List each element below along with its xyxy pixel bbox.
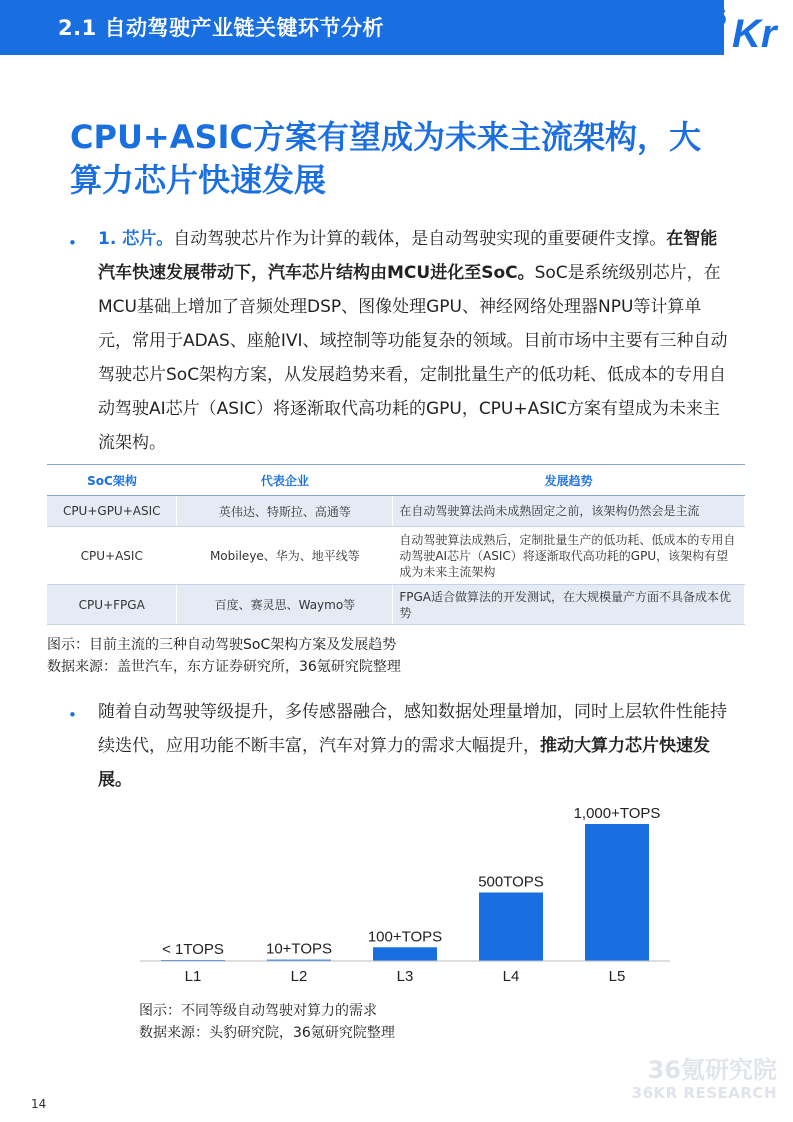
data-label: 500TOPS [478, 873, 544, 891]
data-label: < 1TOPS [162, 941, 224, 958]
chip-lead: 1. 芯片。 [98, 229, 174, 249]
figure-caption: 图示：目前主流的三种自动驾驶SoC架构方案及发展趋势 [47, 637, 397, 653]
36kr-logo [694, 2, 793, 56]
table-cell: CPU+FPGA [47, 585, 177, 625]
table-header: SoC架构 [47, 465, 177, 496]
data-label: 100+TOPS [367, 928, 443, 946]
bullet-marker: • [68, 234, 77, 252]
table-cell: 自动驾驶算法成熟后，定制批量生产的低功耗、低成本的专用自动驾驶AI芯片（ASIC）将逐渐取代高功耗的GPU，该架构有望成为未来主流架构 [393, 527, 745, 585]
chip-text-1: 自动驾驶芯片作为计算的载体，是自动驾驶实现的重要硬件支撑。 [173, 229, 667, 249]
data-label: 10+TOPS [265, 940, 333, 958]
x-tick-label: L1 [184, 968, 202, 985]
figure-caption: 图示：不同等级自动驾驶对算力的需求 [139, 1003, 377, 1019]
table-caption [47, 634, 401, 678]
chip-text-2: SoC是系统级别芯片，在MCU基础上增加了音频处理DSP、图像处理GPU、神经网络处理器NPU等计算单元，常用于ADAS、座舱IVI、域控制等功能复杂的领域。目前市场中主要有三种自动驾驶芯片SoC架构方案，从发展趋势来看，定制批量生产的低功耗、低成本的专用自动驾驶AI芯片（ASIC）将逐渐取代高功耗的GPU，CPU+ASIC方案有望成为未来主流架构。 [98, 263, 728, 453]
table-header-row [47, 465, 745, 496]
section-title: 2.1 自动驾驶产业链关键环节分析 [58, 16, 385, 40]
table-cell: 英伟达、特斯拉、高通等 [177, 496, 393, 527]
compute-text: 随着自动驾驶等级提升，多传感器融合，感知数据处理量增加，同时上层软件性能持续迭代，应用功能不断丰富，汽车对算力的需求大幅提升， [98, 702, 727, 756]
compute-demand-chart [140, 800, 670, 992]
header-bar [0, 0, 724, 55]
table-row [47, 585, 745, 625]
data-label: 1,000+TOPS [573, 805, 661, 822]
table-cell: 百度、赛灵思、Waymo等 [177, 585, 393, 625]
source-caption: 数据来源：头豹研究院，36氪研究院整理 [139, 1025, 395, 1041]
x-tick-label: L5 [608, 968, 626, 985]
watermark-line-1: 36氪研究院 [647, 1056, 777, 1084]
chip-paragraph [98, 222, 728, 460]
bar-l3 [373, 947, 437, 961]
chart-caption [139, 1000, 395, 1044]
table-header: 发展趋势 [393, 465, 745, 496]
x-tick-label: L4 [502, 968, 520, 985]
x-tick-label: L2 [290, 968, 308, 985]
table-row [47, 496, 745, 527]
table-cell: 在自动驾驶算法尚未成熟固定之前，该架构仍然会是主流 [393, 496, 745, 527]
watermark-line-2: 36KR RESEARCH [631, 1084, 777, 1102]
bar-l4 [479, 893, 543, 962]
bullet-marker: • [68, 706, 77, 724]
soc-architecture-table [47, 464, 745, 625]
table-cell: CPU+GPU+ASIC [47, 496, 177, 527]
logo-letters: Kr [732, 12, 777, 56]
x-tick-label: L3 [396, 968, 414, 985]
compute-paragraph [98, 695, 728, 797]
36kr-research-watermark [625, 1056, 777, 1102]
logo-number: 36 [700, 4, 727, 31]
page-title: CPU+ASIC方案有望成为未来主流架构，大算力芯片快速发展 [70, 118, 701, 199]
table-row [47, 527, 745, 585]
table-cell: FPGA适合做算法的开发测试，在大规模量产方面不具备成本优势 [393, 585, 745, 625]
chip-bold: 在智能汽车快速发展带动下，汽车芯片结构由MCU进化至SoC。 [98, 229, 718, 283]
source-caption: 数据来源：盖世汽车，东方证券研究所，36氪研究院整理 [47, 659, 401, 675]
compute-bold: 推动大算力芯片快速发展。 [98, 736, 710, 790]
page-number: 14 [31, 1097, 47, 1111]
table-cell: Mobileye、华为、地平线等 [177, 527, 393, 585]
table-cell: CPU+ASIC [47, 527, 177, 585]
bar-l5 [585, 824, 649, 961]
table-header: 代表企业 [177, 465, 393, 496]
